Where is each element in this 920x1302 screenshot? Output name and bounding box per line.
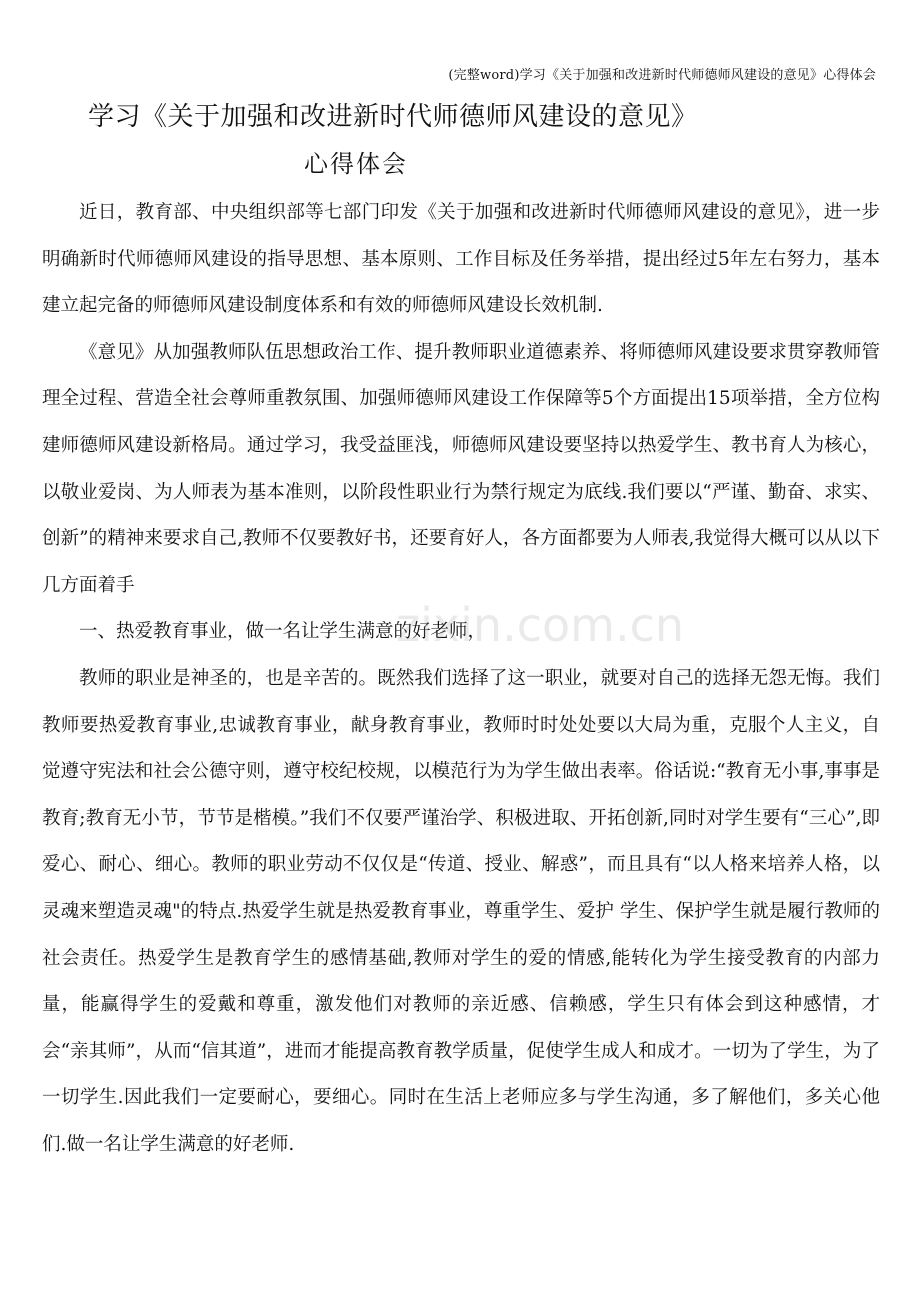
running-header: (完整word)学习《关于加强和改进新时代师德师风建设的意见》心得体会 bbox=[448, 68, 876, 83]
document-subtitle: 心得体会 bbox=[304, 150, 408, 178]
section-heading-1: 一、热爱教育事业，做一名让学生满意的好老师， bbox=[79, 621, 487, 643]
document-title: 学习《关于加强和改进新时代师德师风建设的意见》 bbox=[88, 102, 698, 132]
paragraph-section-1: 教师的职业是神圣的，也是辛苦的。既然我们选择了这一职业，就要对自己的选择无怨无悔。我们教师要热爱教育事业,忠诚教育事业，献身教育事业，教师时时处处要以大局为重，克服个人主义，自觉遵守宪法和社会公德守则，遵守校纪校规，以模范行为为学生做出表率。俗话说:“教育无小事,事事是教育;教育无小节，节节是楷模。”我们不仅要严谨治学、积极进取、开拓创新,同时对学生要有“三心”,即爱心、耐心、细心。教师的职业劳动不仅仅是“传道、授业、解惑”，而且具有“以人格来培养人格，以灵魂来塑造灵魂"的特点.热爱学生就是热爱教育事业，尊重学生、爱护 学生、保护学生就是履行教师的社会责任。热爱学生是教育学生的感情基础,教师对学生的爱的情感,能转化为学生接受教育的内部力量，能赢得学生的爱戴和尊重，激发他们对教师的亲近感、信赖感，学生只有体会到这种感情，才会“亲其师”，从而“信其道”，进而才能提高教育教学质量，促使学生成人和成才。一切为了学生，为了一切学生.因此我们一定要耐心，要细心。同时在生活上老师应多与学生沟通，多了解他们，多关心他们.做一名让学生满意的好老师. bbox=[42, 667, 880, 1155]
paragraph-intro: 近日，教育部、中央组织部等七部门印发《关于加强和改进新时代师德师风建设的意见》，进一步明确新时代师德师风建设的指导思想、基本原则、工作目标及任务举措，提出经过5年左右努力，基本建立起完备的师德师风建设制度体系和有效的师德师风建设长效机制. bbox=[42, 202, 880, 317]
document-body bbox=[42, 190, 880, 1168]
watermark: zixin.com.cn bbox=[396, 598, 685, 652]
paragraph-opinion-summary: 《意见》从加强教师队伍思想政治工作、提升教师职业道德素养、将师德师风建设要求贯穿教师管理全过程、营造全社会尊师重教氛围、加强师德师风建设工作保障等5个方面提出15项举措，全方位构建师德师风建设新格局。通过学习，我受益匪浅，师德师风建设要坚持以热爱学生、教书育人为核心，以敬业爱岗、为人师表为基本准则，以阶段性职业行为禁行规定为底线.我们要以“严谨、勤奋、求实、创新”的精神来要求自己,教师不仅要教好书，还要育好人，各方面都要为人师表,我觉得大概可以从以下几方面着手 bbox=[42, 341, 880, 596]
